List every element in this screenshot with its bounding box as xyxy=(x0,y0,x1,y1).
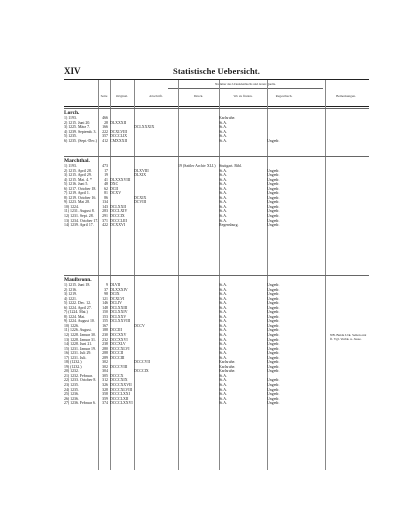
row-wo-zu-finden: Karlsruhe. xyxy=(219,360,236,365)
row-seite: 41 xyxy=(104,177,108,182)
page-title: Statistische Uebersicht. xyxy=(173,66,260,76)
row-regestbuch: Ungedr. xyxy=(267,387,280,392)
row-date: 27) 1236. Februar 6. xyxy=(64,401,96,406)
row-original: DCLXXIII xyxy=(110,305,128,310)
row-abschrift: DCLXXXIX xyxy=(134,125,155,130)
row-date: 17) 1231. Juli. xyxy=(64,355,87,360)
row-wo-zu-finden: St.A. xyxy=(219,195,227,200)
row-original: DLXXXII xyxy=(110,120,127,125)
row-date: 10) 1226. xyxy=(64,323,79,328)
row-seite: 167 xyxy=(102,323,108,328)
row-seite: 288 xyxy=(102,351,108,356)
row-seite: 230 xyxy=(102,333,108,338)
row-wo-zu-finden: St.A. xyxy=(219,310,227,315)
row-regestbuch: Ungedr. xyxy=(267,305,280,310)
row-seite: 291 xyxy=(102,214,108,219)
row-regestbuch: Ungedr. xyxy=(267,214,280,219)
row-regestbuch: Ungedr. xyxy=(267,337,280,342)
row-original: DCCXXVI xyxy=(110,337,128,342)
row-seite: 28 xyxy=(104,120,108,125)
section-title: Marchthal. xyxy=(64,158,90,164)
column-header-seite: Seite xyxy=(100,94,108,98)
row-date: 4) 1239. Septemb. 3. xyxy=(64,129,97,134)
section-lorch xyxy=(64,110,369,143)
row-seite: 412 xyxy=(102,138,108,143)
row-seite: 371 xyxy=(102,218,108,223)
row-original: DCCCXXVII xyxy=(110,383,132,388)
row-date: 19) (1232.) xyxy=(64,364,82,369)
row-seite: 422 xyxy=(102,223,108,228)
row-date: 10) 1224. xyxy=(64,204,79,209)
row-wo-zu-finden: St.A. xyxy=(219,120,227,125)
row-regestbuch: Ungedr. xyxy=(267,342,280,347)
row-regestbuch: Ungedr. xyxy=(267,173,280,178)
row-wo-zu-finden: St.A. xyxy=(219,396,227,401)
row-date: 14) 1228. Juni 21. xyxy=(64,342,93,347)
row-original: DCCCVIII xyxy=(110,364,128,369)
row-wo-zu-finden: St.A. xyxy=(219,214,227,219)
row-original: DCCCLIII xyxy=(110,218,127,223)
row-regestbuch: Ungedr. xyxy=(267,346,280,351)
row-date: 2) 1215. Juni 20. xyxy=(64,120,91,125)
row-wo-zu-finden: St.A. xyxy=(219,392,227,397)
row-regestbuch: Ungedr. xyxy=(267,360,280,365)
row-seite: 302 xyxy=(102,360,108,365)
row-date: 21) 1232. Februar. xyxy=(64,373,93,378)
row-original: DCXLVIII xyxy=(110,129,127,134)
row-date: 6) 1235. (Sept.-Dec.) xyxy=(64,138,97,143)
row-seite: 37 xyxy=(104,287,108,292)
table-row xyxy=(64,139,369,144)
row-wo-zu-finden: St.A. xyxy=(219,200,227,205)
row-original: DCLXXVIII xyxy=(110,319,131,324)
row-seite: 166 xyxy=(102,125,108,130)
row-date: 18) (1232.) xyxy=(64,360,82,365)
row-date: 13) 1228. Januar 31. xyxy=(64,337,96,342)
row-original: DXC xyxy=(110,182,119,187)
row-regestbuch: Ungedr. xyxy=(267,378,280,383)
row-original: DCCCIII xyxy=(110,355,125,360)
row-date: 24) 1235. xyxy=(64,387,79,392)
row-original: DCCCII xyxy=(110,351,124,356)
row-wo-zu-finden: St.A. xyxy=(219,373,227,378)
row-wo-zu-finden: St.A. xyxy=(219,378,227,383)
row-original: DCCCLXII xyxy=(110,396,129,401)
row-seite: 153 xyxy=(102,314,108,319)
row-date: 2) 1216. xyxy=(64,287,77,292)
row-wo-zu-finden: St.A. xyxy=(219,204,227,209)
page-header xyxy=(64,66,369,78)
row-wo-zu-finden: St.A. xyxy=(219,287,227,292)
row-original: DLXXXIV xyxy=(110,287,128,292)
row-wo-zu-finden: St.A. xyxy=(219,319,227,324)
row-original: DCXXVI xyxy=(110,223,126,228)
section-rule xyxy=(64,275,369,276)
row-wo-zu-finden: St.A. xyxy=(219,387,227,392)
row-original: CMXXXII xyxy=(110,138,128,143)
row-date: 3) 1215. April 29. xyxy=(64,173,92,178)
row-date: 6) 1217. October 18. xyxy=(64,186,97,191)
row-wo-zu-finden: St.A. xyxy=(219,355,227,360)
column-header-druck: Druck. xyxy=(193,94,204,98)
row-abschrift: DCVIII xyxy=(134,200,147,205)
row-abschrift: DLXIX xyxy=(134,173,147,178)
row-original: DCCCXIX xyxy=(110,378,128,383)
row-wo-zu-finden: Karlsruhe. xyxy=(219,364,236,369)
row-date: 11) 1226. August. xyxy=(64,328,92,333)
row-original: DCXV xyxy=(110,191,122,196)
row-wo-zu-finden: St.A. xyxy=(219,218,227,223)
row-wo-zu-finden: St.A. xyxy=(219,292,227,297)
row-seite: 148 xyxy=(102,305,108,310)
row-regestbuch: Ungedr. xyxy=(267,323,280,328)
row-wo-zu-finden: Karlsruhe. xyxy=(219,369,236,374)
row-date: 3) 1225. März 7. xyxy=(64,125,91,130)
row-seite: 62 xyxy=(104,186,108,191)
row-original: DCCCXLVIII xyxy=(110,387,133,392)
column-header-abschrift: Abschrift. xyxy=(149,94,163,98)
row-original: DCCXXV xyxy=(110,333,127,338)
row-original: DCLXXV xyxy=(110,314,127,319)
row-seite: 143 xyxy=(102,204,108,209)
row-seite: 19 xyxy=(104,173,108,178)
row-seite: 304 xyxy=(102,369,108,374)
table-row xyxy=(64,401,369,406)
row-original: DCCIII xyxy=(110,328,122,333)
row-seite: 86 xyxy=(104,195,108,200)
row-date: 15) 1231. Januar 19. xyxy=(64,346,96,351)
row-wo-zu-finden: St.A. xyxy=(219,177,227,182)
row-wo-zu-finden: St.A. xyxy=(219,305,227,310)
row-regestbuch: Ungedr. xyxy=(267,314,280,319)
row-seite: 328 xyxy=(102,387,108,392)
row-date: 5) 1222. Dec. 12. xyxy=(64,301,92,306)
row-regestbuch: Ungedr. xyxy=(267,301,280,306)
section-rule xyxy=(64,156,369,157)
row-seite: 232 xyxy=(102,337,108,342)
column-header-regestbuch: Regestbuch. xyxy=(275,94,293,98)
row-regestbuch: Ungedr. xyxy=(267,283,280,287)
row-date: 11) 1231. August 8. xyxy=(64,209,95,214)
row-regestbuch: Ungedr. xyxy=(267,182,280,187)
column-group-rule xyxy=(168,88,323,89)
row-druck: 19 (Sattler Archiv XLI.) xyxy=(178,164,216,168)
row-date: 25) 1236. xyxy=(64,392,79,397)
row-seite: 302 xyxy=(102,364,108,369)
row-wo-zu-finden: St.A. xyxy=(219,129,227,134)
row-date: 22) 1233. October 8. xyxy=(64,378,97,383)
row-date: 13) 1234. October 17. xyxy=(64,218,99,223)
row-original: DCII xyxy=(110,186,118,191)
row-seite: 357 xyxy=(102,134,108,139)
row-seite: 283 xyxy=(102,209,108,214)
row-wo-zu-finden: St.A. xyxy=(219,186,227,191)
row-regestbuch: Ungedr. xyxy=(267,223,280,228)
row-wo-zu-finden: St.A. xyxy=(219,134,227,139)
row-regestbuch: Ungedr. xyxy=(267,168,280,173)
row-seite: 188 xyxy=(102,328,108,333)
row-wo-zu-finden: St.A. xyxy=(219,301,227,306)
row-date: 7) (1224. Mai.) xyxy=(64,310,88,315)
row-regestbuch: Ungedr. xyxy=(267,209,280,214)
row-regestbuch: Ungedr. xyxy=(267,392,280,397)
section-maulbronn xyxy=(64,277,369,406)
row-abschrift: DLXVIII xyxy=(134,168,149,173)
row-seite: 134 xyxy=(102,200,108,205)
row-original: DCCCIX xyxy=(110,214,125,219)
row-wo-zu-finden: St.A. xyxy=(219,138,227,143)
row-original: DCLXXII xyxy=(110,204,126,209)
row-original: DCCXLV xyxy=(110,342,126,347)
row-original: DCCCLIX xyxy=(110,134,128,139)
row-date: 6) 1224. April 27. xyxy=(64,305,92,310)
row-date: 3) 1219. xyxy=(64,292,77,297)
row-seite: 326 xyxy=(102,383,108,388)
row-seite: 312 xyxy=(102,378,108,383)
row-seite: 359 xyxy=(102,396,108,401)
row-date: 14) 1239. April 17. xyxy=(64,223,94,228)
row-date: 1) 1215. Juni 18. xyxy=(64,283,91,287)
row-regestbuch: Ungedr. xyxy=(267,396,280,401)
row-wo-zu-finden: St.A. xyxy=(219,333,227,338)
row-regestbuch: Ungedr. xyxy=(267,200,280,205)
row-seite: 289 xyxy=(102,355,108,360)
row-abschrift: DCCV xyxy=(134,323,145,328)
row-regestbuch: Ungedr. xyxy=(267,328,280,333)
row-regestbuch: Ungedr. xyxy=(267,177,280,182)
row-regestbuch: Ungedr. xyxy=(267,292,280,297)
row-original: DCIX xyxy=(110,292,120,297)
row-original: DCCCXLVI xyxy=(110,346,130,351)
row-seite: 9 xyxy=(106,283,108,287)
row-wo-zu-finden: St.A. xyxy=(219,383,227,388)
row-original: DCCCX xyxy=(110,373,124,378)
row-regestbuch: Ungedr. xyxy=(267,310,280,315)
column-header-bemerkungen: Bemerkungen. xyxy=(336,94,356,98)
row-date: 23) 1235. xyxy=(64,383,79,388)
row-date: 9) 1224. August 10. xyxy=(64,319,95,324)
row-date: 26) 1236. xyxy=(64,396,79,401)
row-seite: 150 xyxy=(102,310,108,315)
row-seite: 280 xyxy=(102,346,108,351)
column-header-original: Original. xyxy=(115,94,129,98)
row-date: 1) 1193. xyxy=(64,116,77,120)
row-wo-zu-finden: St.A. xyxy=(219,125,227,130)
row-seite: 358 xyxy=(102,392,108,397)
row-original: DCCCLXXVI xyxy=(110,401,133,406)
row-date: 5) 1235. xyxy=(64,134,77,139)
row-wo-zu-finden: St.A. xyxy=(219,342,227,347)
column-header-wo-zu-finden: Wo zu finden. xyxy=(233,94,253,98)
row-regestbuch: Ungedr. xyxy=(267,369,280,374)
row-regestbuch: Ungedr. xyxy=(267,218,280,223)
row-wo-zu-finden: St.A. xyxy=(219,173,227,178)
row-original: DCCLXIV xyxy=(110,209,128,214)
row-wo-zu-finden: St.A. xyxy=(219,296,227,301)
row-regestbuch: Ungedr. xyxy=(267,355,280,360)
row-wo-zu-finden: St.A. xyxy=(219,182,227,187)
row-wo-zu-finden: St.A. xyxy=(219,191,227,196)
row-original: DCXLVI xyxy=(110,296,125,301)
row-date: 1) 1193. xyxy=(64,164,77,168)
row-seite: 222 xyxy=(102,129,108,134)
row-wo-zu-finden: St.A. xyxy=(219,209,227,214)
section-marchthal xyxy=(64,158,369,228)
row-date: 5) 1216. Juni 5. xyxy=(64,182,89,187)
row-wo-zu-finden: St.A. xyxy=(219,168,227,173)
row-regestbuch: Ungedr. xyxy=(267,204,280,209)
row-wo-zu-finden: St.A. xyxy=(219,328,227,333)
row-date: 4) 1221. xyxy=(64,296,77,301)
row-wo-zu-finden: St.A. xyxy=(219,337,227,342)
row-date: 12) 1231. Sept. 28. xyxy=(64,214,94,219)
row-date: 4) 1215. Mai. 4. * xyxy=(64,177,92,182)
row-abschrift: DCXIX xyxy=(134,195,147,200)
row-regestbuch: Ungedr. xyxy=(267,296,280,301)
row-date: 9) 1223. Mai 28. xyxy=(64,200,91,205)
row-date: 2) 1215. April 28. xyxy=(64,168,92,173)
row-wo-zu-finden: St.A. xyxy=(219,283,227,287)
row-regestbuch: Ungedr. xyxy=(267,383,280,388)
row-wo-zu-finden: Stuttgart. Bibl. xyxy=(219,164,243,168)
row-seite: 48 xyxy=(104,182,108,187)
row-seite: 17 xyxy=(104,168,108,173)
row-seite: 81 xyxy=(104,191,108,196)
row-regestbuch: Ungedr. xyxy=(267,333,280,338)
row-regestbuch: Ungedr. xyxy=(267,195,280,200)
row-bemerkungen: NB. Beide Urk. Selten erst fl. Vgl. Verbk. u. Jasse. xyxy=(330,333,367,342)
row-wo-zu-finden: St.A. xyxy=(219,346,227,351)
row-seite: 374 xyxy=(102,401,108,406)
row-date: 16) 1231. Juli 29. xyxy=(64,351,92,356)
row-seite: 466 xyxy=(102,116,108,120)
row-date: 20) 1232. xyxy=(64,369,79,374)
row-original: DLVII xyxy=(110,283,121,287)
row-regestbuch: Ungedr. xyxy=(267,138,280,143)
row-wo-zu-finden: Regensburg. xyxy=(219,223,239,228)
row-wo-zu-finden: St.A. xyxy=(219,323,227,328)
section-title: Maulbronn. xyxy=(64,277,92,283)
row-seite: 155 xyxy=(102,319,108,324)
row-wo-zu-finden: St.A. xyxy=(219,351,227,356)
table-row xyxy=(64,223,369,228)
row-regestbuch: Ungedr. xyxy=(267,319,280,324)
row-date: 8) 1219. October 16. xyxy=(64,195,97,200)
section-rule xyxy=(64,108,369,109)
column-group-header: Nummer des Urkundenbuchs und deren Quelle. xyxy=(215,82,276,86)
row-seite: 238 xyxy=(102,342,108,347)
row-regestbuch: Ungedr. xyxy=(267,401,280,406)
row-regestbuch: Ungedr. xyxy=(267,287,280,292)
section-title: Lorch. xyxy=(64,110,80,116)
row-abschrift: DCCCIX xyxy=(134,369,149,374)
row-abschrift: DCCCVII xyxy=(134,360,150,365)
row-regestbuch: Ungedr. xyxy=(267,364,280,369)
row-original: DLXXXVIII xyxy=(110,177,131,182)
row-regestbuch: Ungedr. xyxy=(267,351,280,356)
row-wo-zu-finden: St.A. xyxy=(219,314,227,319)
row-date: 7) 1219. April 1. xyxy=(64,191,90,196)
row-wo-zu-finden: St.A. xyxy=(219,401,227,406)
row-seite: 121 xyxy=(102,296,108,301)
row-date: 8) 1224. Mai. xyxy=(64,314,86,319)
row-regestbuch: Ungedr. xyxy=(267,186,280,191)
row-wo-zu-finden: Karlsruhe. xyxy=(219,116,236,120)
row-seite: 305 xyxy=(102,373,108,378)
row-original: DCLIV xyxy=(110,301,122,306)
row-regestbuch: Ungedr. xyxy=(267,191,280,196)
row-seite: 473 xyxy=(102,164,108,168)
row-seite: 98 xyxy=(104,292,108,297)
page-number: XIV xyxy=(64,66,81,76)
row-original: DCLXXIV xyxy=(110,310,128,315)
row-date: 12) 1228. Januar 30. xyxy=(64,333,96,338)
row-original: DCCCLXXI xyxy=(110,392,130,397)
row-seite: 146 xyxy=(102,301,108,306)
